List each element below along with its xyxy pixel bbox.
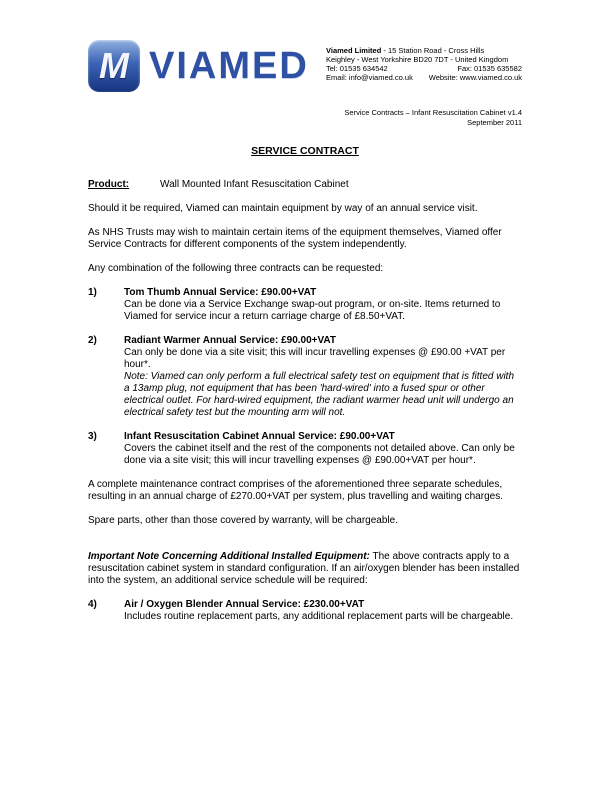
item-heading: Tom Thumb Annual Service: £90.00+VAT <box>124 287 317 298</box>
paragraph-service-visit: Should it be required, Viamed can maintain equipment by way of an annual service visit. <box>88 203 478 214</box>
contact-address-line2: Keighley - West Yorkshire BD20 7DT - United Kingdom <box>326 55 509 64</box>
item-heading: Radiant Warmer Annual Service: £90.00+VAT <box>124 335 337 346</box>
product-label: Product: <box>88 179 130 190</box>
viamed-logo-icon <box>88 40 140 92</box>
paragraph-spare-parts: Spare parts, other than those covered by warranty, will be chargeable. <box>88 515 398 526</box>
item-heading: Air / Oxygen Blender Annual Service: £230.00+VAT <box>124 599 365 610</box>
paragraph-important-note <box>88 551 522 587</box>
paragraph-nhs-trusts: As NHS Trusts may wish to maintain certain items of the equipment themselves, Viamed offer Service Contracts for different components of the system independently. <box>88 227 502 250</box>
page-title: SERVICE CONTRACT <box>251 145 359 157</box>
contract-item-1 <box>88 287 522 323</box>
contact-tel: Tel: 01535 634542 <box>326 64 388 73</box>
item-number: 2) <box>88 335 97 346</box>
contract-item-3 <box>88 431 522 467</box>
contract-item-2 <box>88 335 522 419</box>
document-header <box>88 40 522 92</box>
item-number: 3) <box>88 431 97 442</box>
company-name: Viamed Limited <box>326 46 382 55</box>
contact-email: Email: info@viamed.co.uk <box>326 73 413 82</box>
document-reference <box>88 108 522 127</box>
item-text: Covers the cabinet itself and the rest of the components not detailed above. Can only be done via a site visit; this will incur travelling expenses @ £90.00+VAT per hour*. <box>124 443 515 466</box>
viamed-logo-text: VIAMED <box>149 45 309 87</box>
paragraph-combination: Any combination of the following three contracts can be requested: <box>88 263 384 274</box>
contact-website: Website: www.viamed.co.uk <box>428 73 522 82</box>
item-heading: Infant Resuscitation Cabinet Annual Service: £90.00+VAT <box>124 431 395 442</box>
contact-phone-row <box>326 64 522 73</box>
item-text: Can only be done via a site visit; this will incur travelling expenses @ £90.00 +VAT per hour*. <box>124 347 506 370</box>
doc-ref-line2: September 2011 <box>467 117 522 127</box>
item-number: 4) <box>88 599 97 610</box>
viamed-logo-m-letter: M <box>99 45 129 86</box>
product-row <box>88 179 522 191</box>
contract-item-4 <box>88 599 522 623</box>
doc-ref-line1: Service Contracts – Infant Resuscitation Cabinet v1.4 <box>344 108 522 117</box>
contact-block <box>326 46 522 82</box>
item-number: 1) <box>88 287 97 298</box>
address-line1-rest: - 15 Station Road - Cross Hills <box>381 46 485 55</box>
important-note-text: The above contracts apply to a resuscitation cabinet system in standard configuration. If an air/oxygen blender has been installed into the system, an additional service schedule will be required: <box>88 551 520 586</box>
viamed-logo <box>88 40 309 92</box>
product-value: Wall Mounted Infant Resuscitation Cabinet <box>160 179 349 190</box>
item-note: Note: Viamed can only perform a full electrical safety test on equipment that is fitted with a 13amp plug, not equipment that has been 'hard-wired' into a fused spur or other electrical outlet. For hard-wired equipment, the radiant warmer head unit will undergo an electrical safety test but the mounting arm will not. <box>124 371 515 418</box>
important-note-label: Important Note Concerning Additional Installed Equipment: <box>88 551 370 562</box>
contact-fax: Fax: 01535 635582 <box>457 64 522 73</box>
contact-web-row <box>326 73 522 82</box>
contact-address-line1 <box>326 46 522 55</box>
paragraph-complete-contract: A complete maintenance contract comprises of the aforementioned three separate schedules, resulting in an annual charge of £270.00+VAT per system, plus travelling and waiting charges. <box>88 479 503 502</box>
item-text: Can be done via a Service Exchange swap-out program, or on-site. Items returned to Viamed for service incur a return carriage charge of £8.50+VAT. <box>124 299 501 322</box>
item-text: Includes routine replacement parts, any additional replacement parts will be chargeable. <box>124 611 514 622</box>
